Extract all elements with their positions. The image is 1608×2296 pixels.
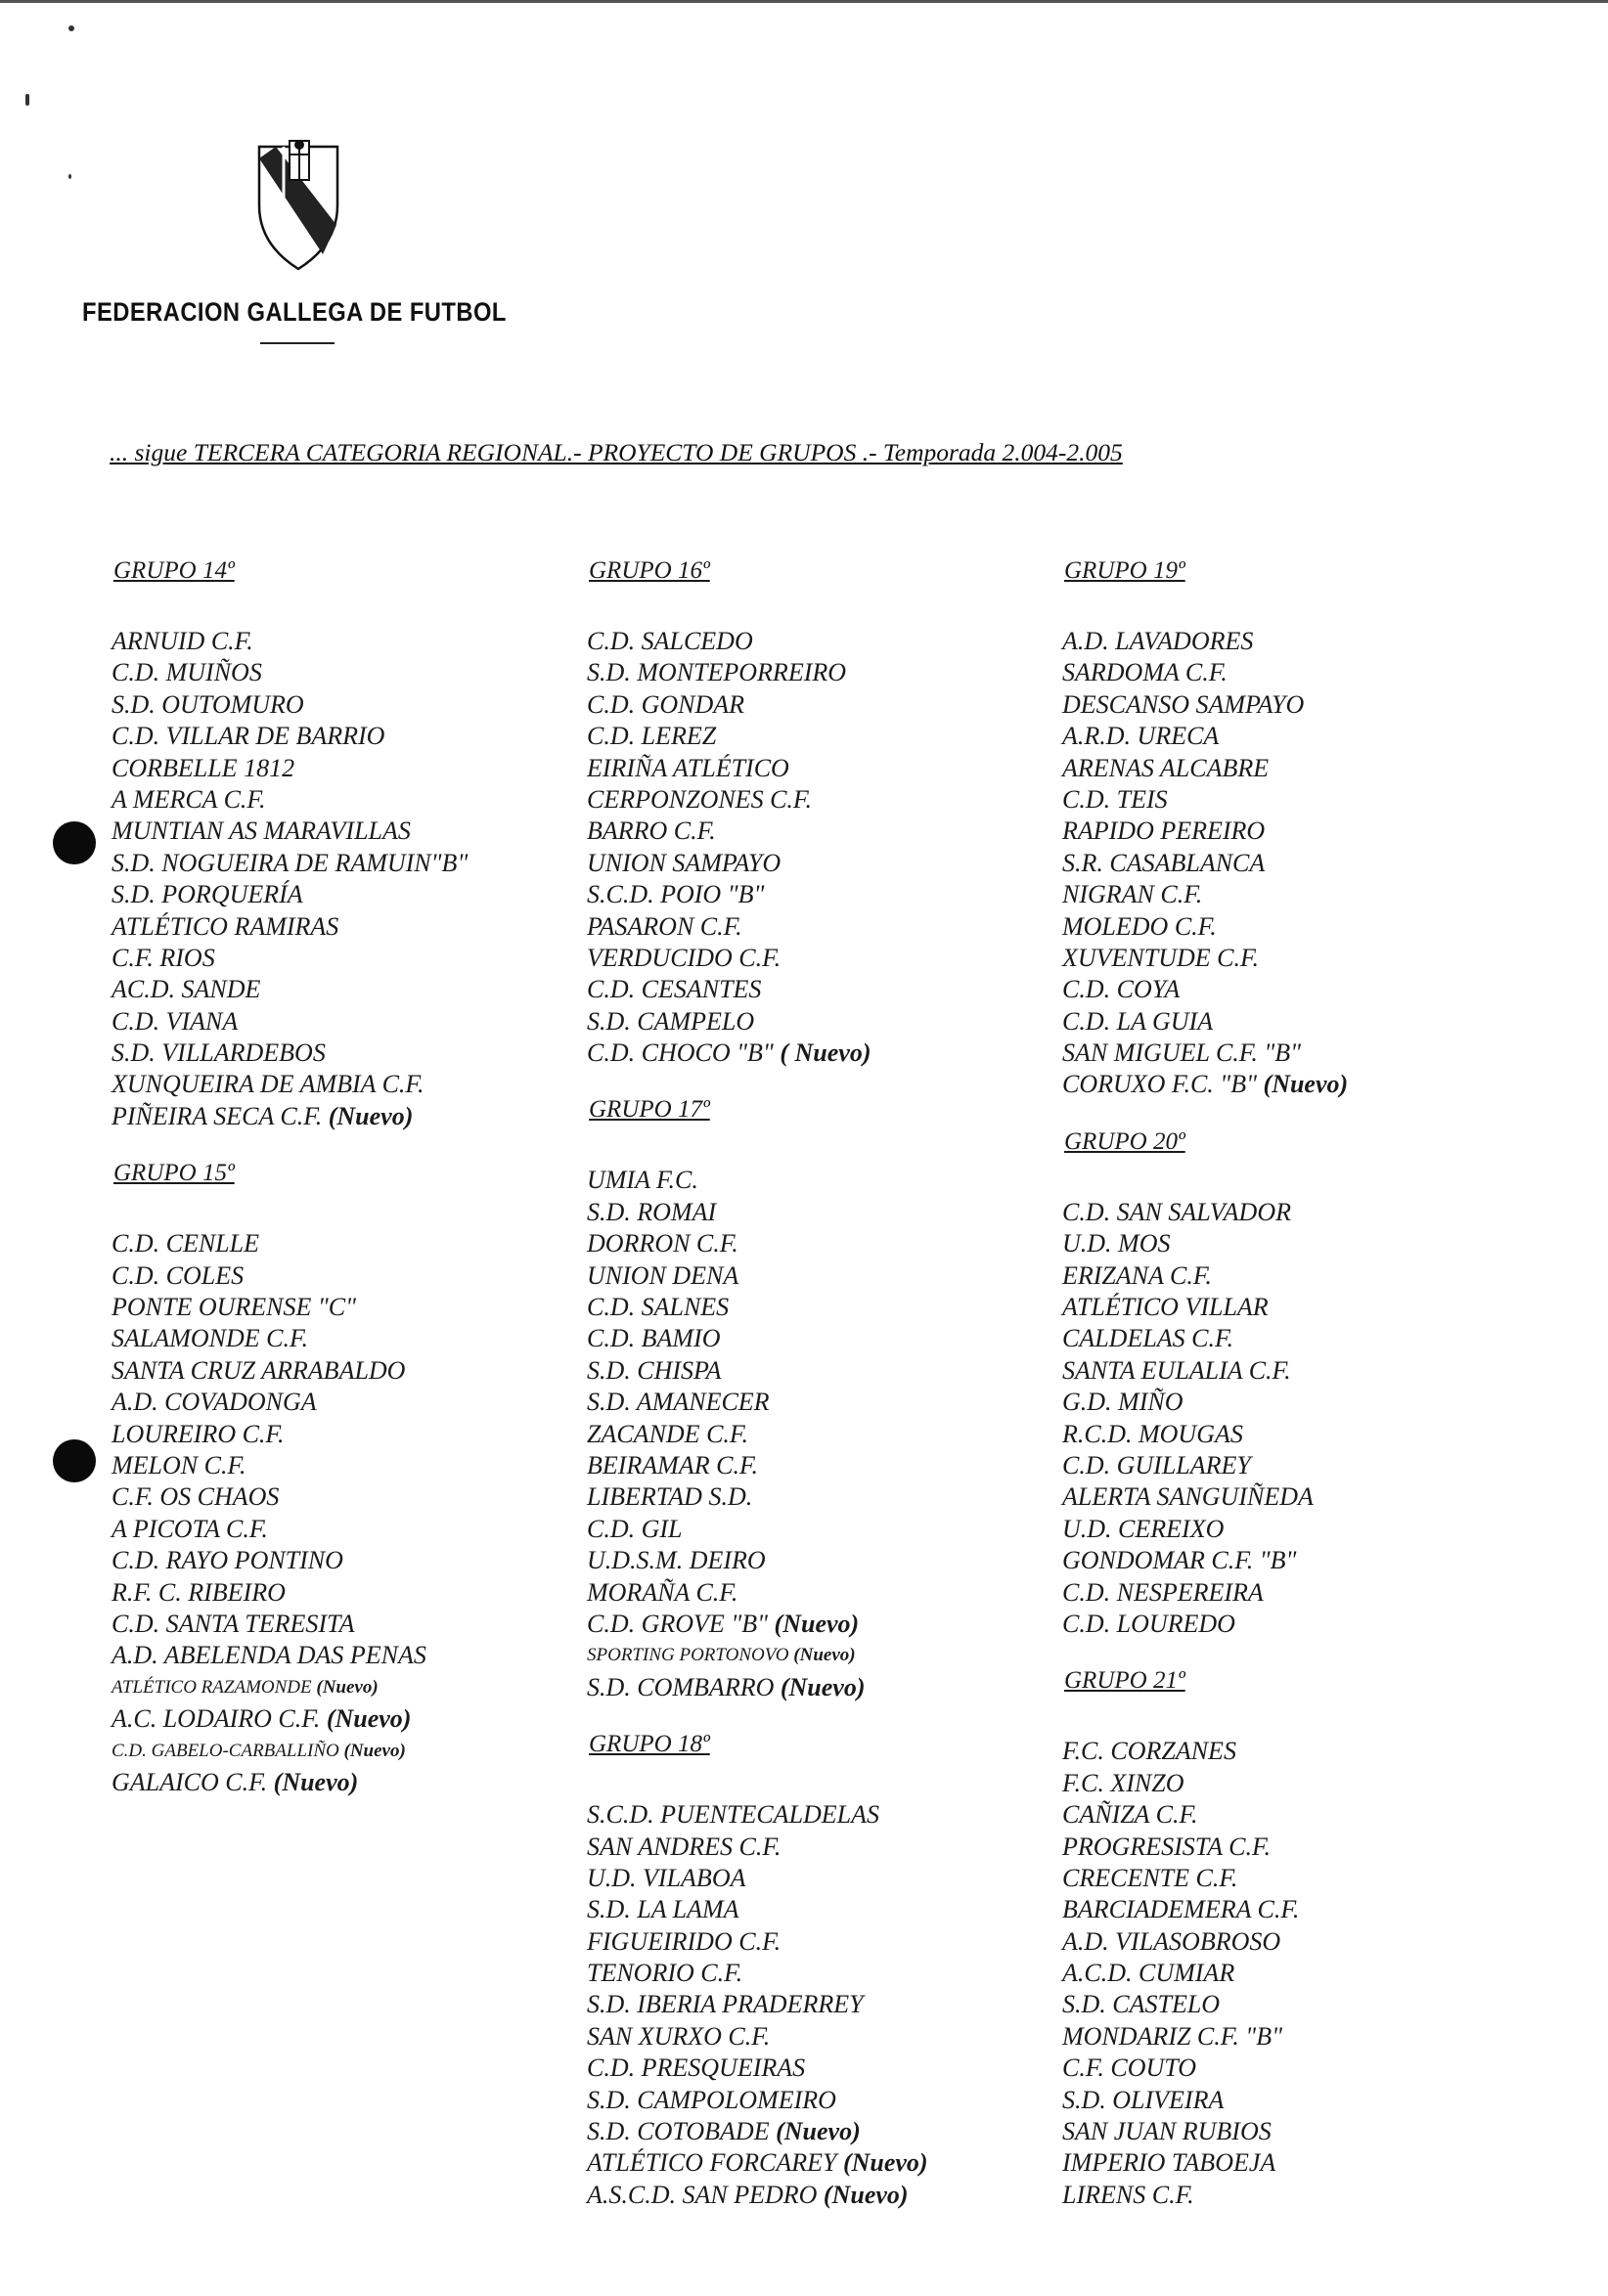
team-name: F.C. CORZANES: [1062, 1737, 1236, 1766]
team-item: [112, 1355, 571, 1387]
new-team-tag: (Nuevo): [273, 1767, 359, 1796]
team-name: PIÑEIRA SECA C.F.: [112, 1101, 323, 1130]
document-title: [110, 438, 1342, 467]
team-name: U.D. MOS: [1062, 1229, 1171, 1258]
team-item: [587, 1038, 1047, 1069]
team-name: DESCANSO SAMPAYO: [1062, 689, 1305, 719]
team-item: [587, 1355, 1047, 1387]
team-name: C.D. CESANTES: [587, 975, 762, 1004]
team-item: [1062, 2180, 1522, 2211]
team-name: GALAICO C.F.: [112, 1767, 268, 1796]
team-item: [112, 1260, 571, 1292]
team-name: C.D. GUILLAREY: [1062, 1450, 1251, 1479]
team-item: [1062, 1958, 1522, 1989]
team-item: [1062, 1387, 1522, 1418]
team-item: [587, 784, 1047, 816]
team-name: S.D. OUTOMURO: [112, 689, 304, 719]
team-name: SPORTING PORTONOVO: [587, 1645, 789, 1666]
team-name: UNION SAMPAYO: [587, 848, 782, 877]
team-item: [587, 657, 1047, 688]
team-name: FIGUEIRIDO C.F.: [587, 1926, 782, 1956]
team-item: [1062, 753, 1522, 784]
team-item: [587, 943, 1047, 974]
team-list: [1062, 1197, 1522, 1640]
team-item: [587, 1958, 1047, 1989]
group-title: GRUPO 19º: [1064, 557, 1185, 584]
team-item: [1062, 1228, 1522, 1259]
team-item: [587, 1165, 1047, 1196]
punch-hole: [53, 821, 96, 864]
team-name: ARNUID C.F.: [112, 627, 253, 655]
team-name: LOUREIRO C.F.: [112, 1419, 285, 1448]
team-item: [587, 1514, 1047, 1545]
scan-speck: [68, 174, 71, 179]
team-item: [1062, 1006, 1522, 1038]
team-item: [1062, 1292, 1522, 1323]
team-name: ATLÉTICO FORCAREY: [587, 2148, 837, 2178]
team-item: [587, 1419, 1047, 1450]
team-name: S.D. CHISPA: [587, 1355, 722, 1385]
team-name: U.D. VILABOA: [587, 1863, 746, 1892]
team-item: [1062, 1799, 1522, 1831]
team-item: [112, 689, 571, 721]
team-item: [587, 721, 1047, 752]
team-item: [112, 721, 571, 752]
team-name: C.D. PRESQUEIRAS: [587, 2053, 806, 2083]
team-item: [587, 626, 1047, 657]
new-team-tag: (Nuevo): [316, 1676, 379, 1698]
team-item: [587, 1989, 1047, 2020]
group: [112, 1158, 571, 1798]
group-title: GRUPO 21º: [1064, 1667, 1185, 1695]
team-name: R.F. C. RIBEIRO: [112, 1577, 286, 1607]
team-name: SANTA CRUZ ARRABALDO: [112, 1355, 406, 1385]
team-list: [587, 1165, 1047, 1703]
group: [587, 1094, 1047, 1703]
team-item: [587, 1292, 1047, 1323]
team-item: [587, 1387, 1047, 1418]
team-name: C.D. GROVE "B": [587, 1609, 769, 1638]
team-name: A.C.D. CUMIAR: [1062, 1959, 1235, 1988]
team-item: [1062, 689, 1522, 721]
team-name: S.D. MONTEPORREIRO: [587, 658, 847, 687]
team-name: C.F. OS CHAOS: [112, 1482, 280, 1512]
team-name: C.D. GONDAR: [587, 689, 745, 719]
team-name: S.D. VILLARDEBOS: [112, 1038, 326, 1068]
new-team-tag: (Nuevo): [328, 1101, 414, 1130]
team-name: S.D. CASTELO: [1062, 1990, 1221, 2019]
team-name: CERPONZONES C.F.: [587, 784, 812, 814]
group: [1062, 555, 1522, 1101]
team-name: CAÑIZA C.F.: [1062, 1800, 1198, 1830]
team-name: S.D. PORQUERÍA: [112, 880, 303, 909]
team-name: DORRON C.F.: [587, 1229, 738, 1258]
team-item: [112, 1038, 571, 1069]
team-name: A.D. LAVADORES: [1062, 627, 1254, 655]
team-item: [1062, 1768, 1522, 1799]
team-item: [1062, 1609, 1522, 1640]
team-name: A MERCA C.F.: [112, 784, 266, 814]
team-item: [587, 1832, 1047, 1863]
team-item: [112, 1450, 571, 1481]
team-item: [587, 1481, 1047, 1513]
team-item: [1062, 1514, 1522, 1545]
team-item: [112, 1228, 571, 1259]
team-item: [587, 1894, 1047, 1925]
team-item: [587, 1260, 1047, 1292]
scan-speck: [68, 25, 74, 31]
federation-name: FEDERACION GALLEGA DE FUTBOL: [82, 297, 507, 327]
team-name: S.R. CASABLANCA: [1062, 848, 1266, 877]
team-item: [587, 1640, 1047, 1671]
team-item: [587, 1799, 1047, 1831]
new-team-tag: (Nuevo): [774, 1609, 860, 1638]
team-name: C.D. GIL: [587, 1514, 683, 1543]
team-item: [1062, 657, 1522, 688]
team-name: ALERTA SANGUIÑEDA: [1062, 1482, 1314, 1512]
team-name: MUNTIAN AS MARAVILLAS: [112, 817, 411, 846]
team-item: [1062, 1545, 1522, 1576]
team-item: [587, 1006, 1047, 1038]
team-list: [112, 1228, 571, 1798]
team-name: SAN XURXO C.F.: [587, 2021, 771, 2051]
team-item: [587, 1926, 1047, 1958]
team-name: XUNQUEIRA DE AMBIA C.F.: [112, 1070, 424, 1099]
team-name: S.D. OLIVEIRA: [1062, 2085, 1225, 2114]
team-name: PASARON C.F.: [587, 911, 742, 941]
team-item: [112, 1419, 571, 1450]
team-item: [1062, 2053, 1522, 2084]
team-item: [1062, 626, 1522, 657]
team-name: VERDUCIDO C.F.: [587, 943, 782, 972]
top-edge-line: [0, 0, 1608, 3]
new-team-tag: (Nuevo): [793, 1645, 856, 1666]
team-name: C.D. TEIS: [1062, 784, 1168, 814]
team-name: U.D.S.M. DEIRO: [587, 1546, 766, 1575]
team-name: IMPERIO TABOEJA: [1062, 2148, 1276, 2178]
team-item: [1062, 1197, 1522, 1228]
team-name: MELON C.F.: [112, 1450, 246, 1479]
team-item: [587, 974, 1047, 1005]
team-item: [587, 1323, 1047, 1354]
team-name: C.D. MUIÑOS: [112, 658, 262, 687]
team-item: [112, 1640, 571, 1671]
team-list: [587, 626, 1047, 1069]
group: [112, 555, 571, 1132]
team-item: [1062, 848, 1522, 879]
team-item: [587, 689, 1047, 721]
team-item: [112, 1481, 571, 1513]
new-team-tag: (Nuevo): [343, 1740, 406, 1761]
team-item: [112, 1545, 571, 1576]
team-name: BEIRAMAR C.F.: [587, 1450, 758, 1479]
team-name: LIBERTAD S.D.: [587, 1482, 753, 1512]
team-name: RAPIDO PEREIRO: [1062, 817, 1266, 846]
column-2: [587, 555, 1047, 2236]
team-item: [112, 974, 571, 1005]
team-name: ATLÉTICO RAZAMONDE: [112, 1676, 312, 1698]
team-item: [112, 753, 571, 784]
team-name: CALDELAS C.F.: [1062, 1324, 1234, 1353]
team-name: SAN JUAN RUBIOS: [1062, 2117, 1272, 2146]
title-text: sigue TERCERA CATEGORIA REGIONAL.- PROYECTO DE GRUPOS .- Temporada 2.004-2.005: [134, 438, 1123, 466]
team-list: [587, 1799, 1047, 2211]
column-3: [1062, 555, 1522, 2236]
team-item: [587, 1672, 1047, 1703]
team-item: [1062, 1038, 1522, 1069]
team-name: C.D. CHOCO "B": [587, 1038, 774, 1068]
new-team-tag: ( Nuevo): [780, 1038, 871, 1068]
team-item: [112, 943, 571, 974]
team-name: R.C.D. MOUGAS: [1062, 1419, 1243, 1448]
team-name: SARDOMA C.F.: [1062, 658, 1228, 687]
team-item: [1062, 1989, 1522, 2020]
team-name: PONTE OURENSE "C": [112, 1293, 357, 1322]
group-title: GRUPO 15º: [113, 1160, 235, 1187]
team-item: [112, 1736, 571, 1767]
team-item: [1062, 721, 1522, 752]
team-item: [587, 848, 1047, 879]
team-name: S.D. COTOBADE: [587, 2117, 770, 2146]
team-item: [1062, 784, 1522, 816]
team-item: [112, 1514, 571, 1545]
team-name: C.F. COUTO: [1062, 2053, 1197, 2083]
team-item: [1062, 816, 1522, 847]
team-item: [112, 816, 571, 847]
team-name: C.D. LEREZ: [587, 722, 717, 751]
team-name: C.D. LA GUIA: [1062, 1006, 1214, 1036]
team-name: A.D. ABELENDA DAS PENAS: [112, 1641, 426, 1670]
team-item: [1062, 879, 1522, 910]
column-1: [112, 555, 571, 1824]
group: [587, 1729, 1047, 2211]
team-item: [112, 1292, 571, 1323]
team-name: NIGRAN C.F.: [1062, 880, 1203, 909]
team-item: [112, 911, 571, 943]
new-team-tag: (Nuevo): [326, 1704, 412, 1734]
group-title: GRUPO 14º: [113, 557, 235, 584]
team-name: CORBELLE 1812: [112, 753, 295, 782]
punch-hole: [53, 1439, 96, 1482]
group-title: GRUPO 20º: [1064, 1127, 1185, 1155]
team-item: [112, 626, 571, 657]
group: [1062, 1665, 1522, 2211]
team-item: [587, 816, 1047, 847]
team-item: [1062, 1926, 1522, 1958]
team-item: [587, 1577, 1047, 1609]
team-item: [112, 1577, 571, 1609]
team-item: [587, 2085, 1047, 2116]
team-name: C.D. SALCEDO: [587, 627, 753, 655]
team-item: [587, 1863, 1047, 1894]
team-item: [1062, 2021, 1522, 2053]
team-item: [1062, 1069, 1522, 1100]
team-name: C.D. CENLLE: [112, 1229, 259, 1258]
team-item: [1062, 1863, 1522, 1894]
team-item: [1062, 1419, 1522, 1450]
team-item: [1062, 2116, 1522, 2147]
team-name: A PICOTA C.F.: [112, 1514, 268, 1543]
team-name: C.D. VIANA: [112, 1006, 239, 1036]
team-item: [587, 1228, 1047, 1259]
team-name: S.D. NOGUEIRA DE RAMUIN"B": [112, 848, 469, 877]
team-name: C.D. SALNES: [587, 1293, 730, 1322]
team-name: C.D. GABELO-CARBALLIÑO: [112, 1740, 339, 1761]
team-name: F.C. XINZO: [1062, 1768, 1184, 1797]
team-item: [112, 1387, 571, 1418]
team-name: S.D. IBERIA PRADERREY: [587, 1990, 864, 2019]
team-name: C.D. NESPEREIRA: [1062, 1577, 1264, 1607]
team-name: S.D. CAMPELO: [587, 1006, 755, 1036]
team-name: A.R.D. URECA: [1062, 722, 1220, 751]
team-item: [112, 879, 571, 910]
group-title: GRUPO 18º: [589, 1731, 710, 1758]
team-item: [1062, 1323, 1522, 1354]
team-name: C.F. RIOS: [112, 943, 215, 972]
team-item: [1062, 911, 1522, 943]
team-item: [1062, 1577, 1522, 1609]
team-name: UNION DENA: [587, 1260, 739, 1290]
team-name: ARENAS ALCABRE: [1062, 753, 1270, 782]
team-name: ATLÉTICO RAMIRAS: [112, 911, 339, 941]
team-list: [1062, 1736, 1522, 2211]
new-team-tag: (Nuevo): [823, 2180, 909, 2209]
team-item: [587, 2116, 1047, 2147]
team-name: ZACANDE C.F.: [587, 1419, 748, 1448]
team-name: AC.D. SANDE: [112, 975, 261, 1004]
team-name: CORUXO F.C. "B": [1062, 1070, 1258, 1099]
team-name: TENORIO C.F.: [587, 1959, 743, 1988]
team-name: A.C. LODAIRO C.F.: [112, 1704, 321, 1734]
team-item: [587, 2053, 1047, 2084]
team-list: [1062, 626, 1522, 1101]
team-item: [112, 1672, 571, 1703]
team-name: S.D. AMANECER: [587, 1388, 770, 1417]
team-name: PROGRESISTA C.F.: [1062, 1832, 1272, 1861]
team-item: [587, 1609, 1047, 1640]
team-name: C.D. SAN SALVADOR: [1062, 1197, 1291, 1226]
team-name: S.C.D. POIO "B": [587, 880, 765, 909]
team-item: [1062, 1481, 1522, 1513]
team-name: ERIZANA C.F.: [1062, 1260, 1212, 1290]
title-ellipsis: ...: [110, 438, 129, 466]
team-item: [1062, 1832, 1522, 1863]
team-item: [1062, 1736, 1522, 1767]
team-name: MONDARIZ C.F. "B": [1062, 2021, 1283, 2051]
team-name: C.D. VILLAR DE BARRIO: [112, 722, 385, 751]
team-name: MORAÑA C.F.: [587, 1577, 738, 1607]
team-item: [1062, 1260, 1522, 1292]
team-item: [1062, 1894, 1522, 1925]
group-title: GRUPO 17º: [589, 1096, 710, 1124]
team-item: [112, 1609, 571, 1640]
federation-shield-logo-icon: [254, 137, 342, 274]
team-item: [112, 848, 571, 879]
team-name: SALAMONDE C.F.: [112, 1324, 309, 1353]
team-name: BARRO C.F.: [587, 817, 716, 846]
team-name: G.D. MIÑO: [1062, 1388, 1184, 1417]
group-title: GRUPO 16º: [589, 557, 710, 584]
team-item: [112, 1323, 571, 1354]
team-name: S.D. ROMAI: [587, 1197, 717, 1226]
group: [1062, 1126, 1522, 1640]
team-name: SAN MIGUEL C.F. "B": [1062, 1038, 1302, 1068]
scan-speck: [25, 94, 29, 106]
team-name: MOLEDO C.F.: [1062, 911, 1217, 941]
team-item: [112, 657, 571, 688]
team-name: CRECENTE C.F.: [1062, 1863, 1238, 1892]
team-name: BARCIADEMERA C.F.: [1062, 1895, 1300, 1924]
team-name: C.D. LOUREDO: [1062, 1609, 1235, 1638]
team-item: [112, 1069, 571, 1100]
team-item: [1062, 1355, 1522, 1387]
group: [587, 555, 1047, 1069]
team-name: A.D. COVADONGA: [112, 1388, 317, 1417]
new-team-tag: (Nuevo): [842, 2148, 928, 2178]
team-item: [587, 2021, 1047, 2053]
team-name: C.D. COYA: [1062, 975, 1181, 1004]
team-name: S.C.D. PUENTECALDELAS: [587, 1800, 880, 1830]
new-team-tag: (Nuevo): [1263, 1070, 1349, 1099]
team-item: [112, 1767, 571, 1798]
team-name: A.S.C.D. SAN PEDRO: [587, 2180, 818, 2209]
team-item: [1062, 974, 1522, 1005]
team-item: [112, 1101, 571, 1132]
team-name: S.D. LA LAMA: [587, 1895, 739, 1924]
header-divider: [260, 342, 335, 344]
team-item: [112, 1006, 571, 1038]
team-name: S.D. COMBARRO: [587, 1672, 775, 1701]
new-team-tag: (Nuevo): [780, 1672, 866, 1701]
team-name: A.D. VILASOBROSO: [1062, 1926, 1281, 1956]
team-name: SAN ANDRES C.F.: [587, 1832, 782, 1861]
team-name: SANTA EULALIA C.F.: [1062, 1355, 1291, 1385]
team-name: C.D. BAMIO: [587, 1324, 721, 1353]
team-name: U.D. CEREIXO: [1062, 1514, 1225, 1543]
team-name: LIRENS C.F.: [1062, 2180, 1194, 2209]
team-list: [112, 626, 571, 1132]
team-item: [112, 784, 571, 816]
team-name: C.D. COLES: [112, 1260, 245, 1290]
team-item: [1062, 1450, 1522, 1481]
team-name: XUVENTUDE C.F.: [1062, 943, 1260, 972]
team-name: UMIA F.C.: [587, 1166, 698, 1195]
team-name: EIRIÑA ATLÉTICO: [587, 753, 789, 782]
team-item: [1062, 2085, 1522, 2116]
team-name: S.D. CAMPOLOMEIRO: [587, 2085, 836, 2114]
team-item: [587, 879, 1047, 910]
new-team-tag: (Nuevo): [776, 2117, 861, 2146]
team-name: ATLÉTICO VILLAR: [1062, 1293, 1269, 1322]
team-name: GONDOMAR C.F. "B": [1062, 1546, 1297, 1575]
team-item: [587, 1197, 1047, 1228]
team-item: [587, 1450, 1047, 1481]
team-item: [587, 1545, 1047, 1576]
team-item: [1062, 2147, 1522, 2179]
team-name: C.D. RAYO PONTINO: [112, 1546, 343, 1575]
team-item: [587, 753, 1047, 784]
team-item: [1062, 943, 1522, 974]
team-name: C.D. SANTA TERESITA: [112, 1609, 355, 1638]
team-item: [587, 911, 1047, 943]
team-item: [112, 1703, 571, 1735]
team-item: [587, 2180, 1047, 2211]
team-item: [587, 2147, 1047, 2179]
